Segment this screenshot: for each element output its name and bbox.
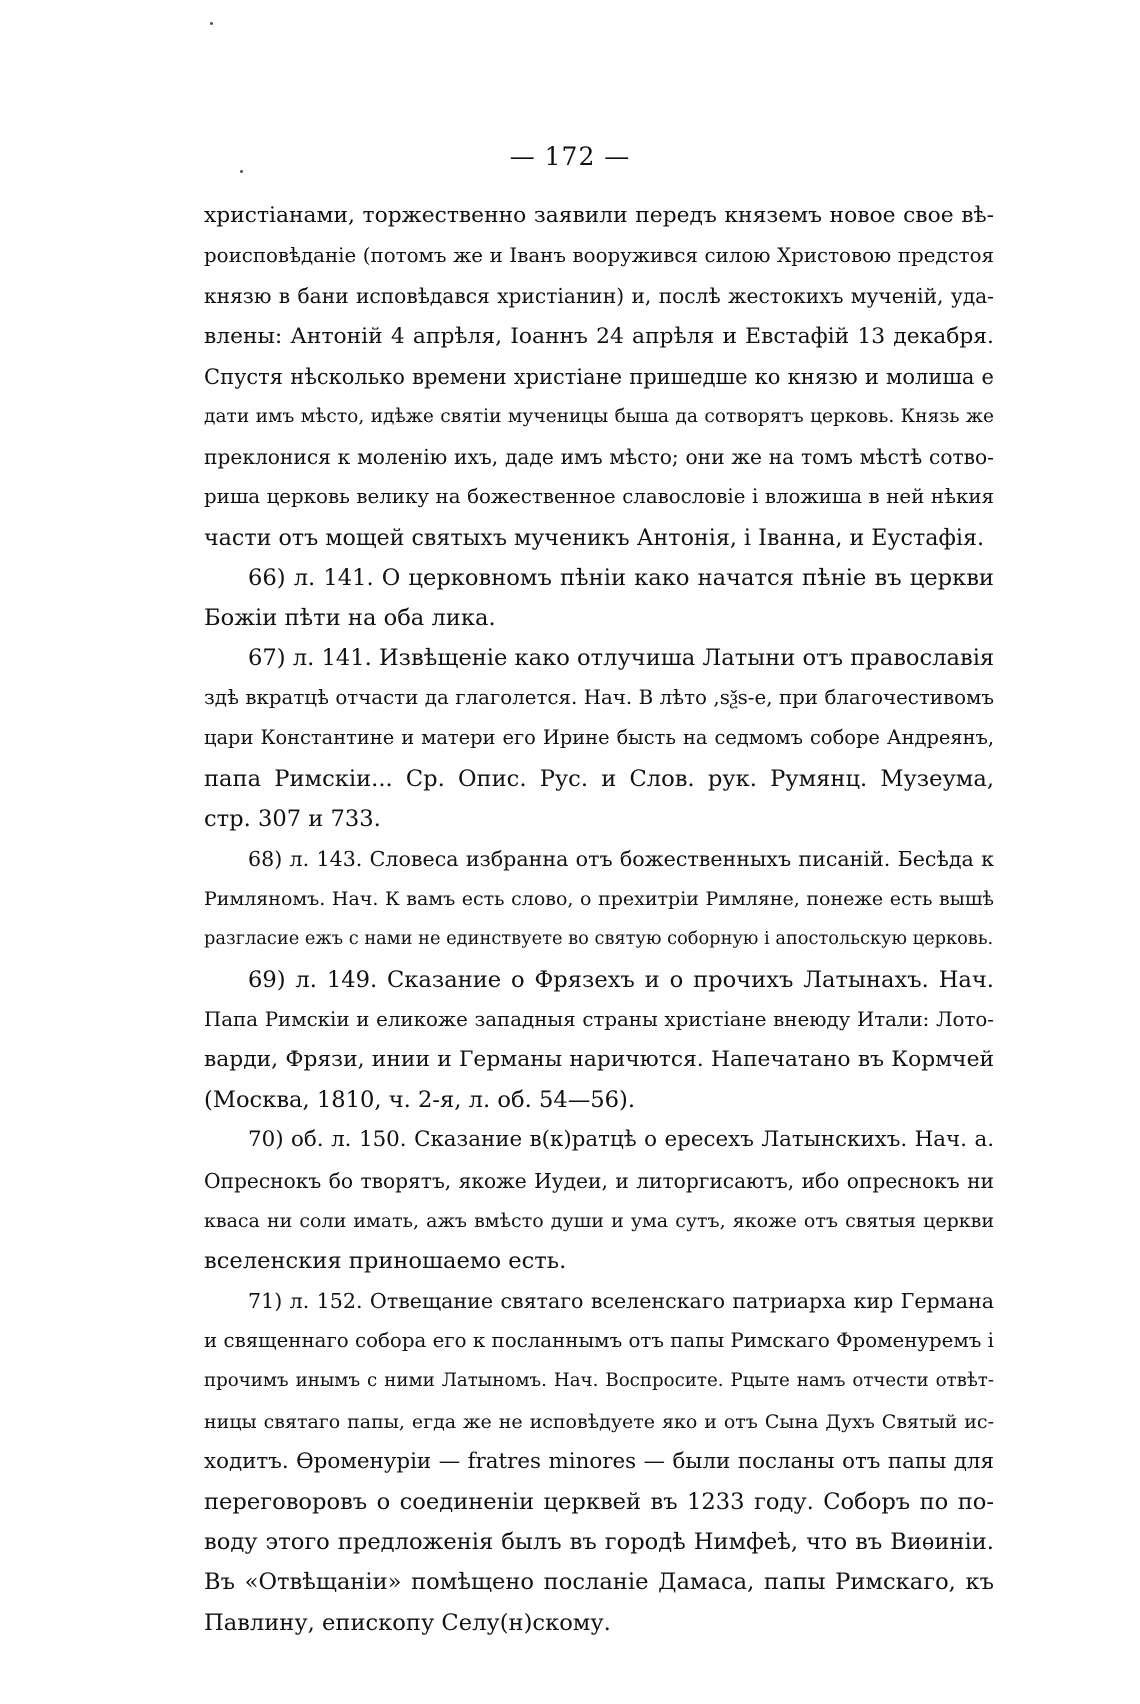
- entry-69-heading: 69) л. 149. Сказание о Фрязехъ и о прочихъ Латынахъ. Нач.: [248, 966, 994, 993]
- text-line: стр. 307 и 733.: [204, 805, 381, 832]
- text-line: воду этого предложенія былъ въ городѣ Нимфеѣ, что въ Виѳиніи.: [204, 1529, 994, 1556]
- text-line: варди, Фрязи, инии и Германы наричются. Напечатано въ Кормчей: [204, 1046, 994, 1072]
- text-line: Опреснокъ бо творятъ, якоже Иудеи, и литоргисаютъ, ибо опреснокъ ни: [204, 1168, 994, 1193]
- text-line: христіанами, торжественно заявили передъ княземъ новое свое вѣ-: [204, 203, 994, 228]
- text-line: кваса ни соли имать, ажъ вмѣсто души и ума сутъ, якоже отъ святыя церкви: [204, 1209, 994, 1232]
- text-line: и священнаго собора его к посланнымъ отъ папы Римскаго Фроменуремъ і: [204, 1329, 994, 1353]
- text-line: прочимъ инымъ с ними Латыномъ. Нач. Воспросите. Рцыте намъ отчести отвѣт-: [204, 1370, 994, 1392]
- text-line: Въ «Отвѣщаніи» помѣщено посланіе Дамаса, папы Римскаго, къ: [204, 1569, 994, 1596]
- text-line: папа Римскіи... Ср. Опис. Рус. и Слов. рук. Румянц. Музеума,: [204, 765, 994, 792]
- entry-67-heading: 67) л. 141. Извѣщеніе како отлучиша Латыни отъ православія: [248, 645, 994, 672]
- text-line: здѣ вкратцѣ отчасти да глаголется. Нач. В лѣто ,ѕѯѕ-е, при благочестивомъ: [204, 686, 994, 710]
- text-line: князю в бани исповѣдався христіанин) и, послѣ жестокихъ мученій, уда-: [204, 284, 994, 309]
- page-body-text: [204, 196, 994, 1643]
- text-line: роисповѣданіе (потомъ же и Іванъ вооружився силою Христовою предстоя: [204, 244, 994, 268]
- entry-68-heading: 68) л. 143. Словеса избранна отъ божественныхъ писаній. Бесѣда к: [248, 847, 994, 871]
- text-line: разгласие ежъ с нами не единствуете во святую соборную і апостольскую церковь.: [204, 928, 994, 950]
- text-line: Божіи пѣти на оба лика.: [204, 604, 496, 631]
- text-line: риша церковь велику на божественное славословіе і вложиша в ней нѣкия: [204, 485, 994, 509]
- text-line: (Москва, 1810, ч. 2-я, л. об. 54—56).: [204, 1087, 636, 1114]
- text-line: ходитъ. Ѳроменуріи — fratres minores — были посланы отъ папы для: [204, 1448, 994, 1474]
- page-number: — 172 —: [509, 142, 631, 171]
- text-line: части отъ мощей святыхъ мученикъ Антонія, і Іванна, и Еустафія.: [204, 524, 984, 551]
- text-line: дати имъ мѣсто, идѣже святіи мученицы быша да сотворятъ церковь. Князь же: [204, 405, 994, 427]
- text-line: Спустя нѣсколько времени христіане пришедше ко князю и молиша е: [204, 364, 994, 389]
- paper-speck: [210, 22, 213, 25]
- text-line: влены: Антоній 4 апрѣля, Іоаннъ 24 апрѣля и Евстафій 13 декабря.: [204, 323, 994, 349]
- entry-70-heading: 70) об. л. 150. Сказание в(к)ратцѣ о ересехъ Латынскихъ. Нач. а.: [248, 1127, 994, 1153]
- text-line: Римляномъ. Нач. К вамъ есть слово, о прехитріи Римляне, понеже есть вышѣ: [204, 888, 994, 911]
- text-line: цари Константине и матери его Ирине бысть на седмомъ соборе Андреянъ,: [204, 726, 994, 750]
- text-line: вселенския приношаемо есть.: [204, 1247, 567, 1274]
- entry-66-heading: 66) л. 141. О церковномъ пѣніи како начатся пѣніе въ церкви: [248, 564, 994, 591]
- text-line: ницы святаго папы, егда же не исповѣдуете яко и отъ Сына Духъ Святый ис-: [204, 1410, 994, 1433]
- text-line: преклонися к моленію ихъ, даде имъ мѣсто; они же на томъ мѣстѣ сотво-: [204, 445, 994, 470]
- text-line: переговоровъ о соединеніи церквей въ 1233 году. Соборъ по по-: [204, 1489, 994, 1515]
- text-line: Павлину, епископу Селу(н)скому.: [204, 1609, 611, 1636]
- text-line: Папа Римскіи и еликоже западныя страны христіане внеюду Итали: Лото-: [204, 1007, 994, 1031]
- entry-71-heading: 71) л. 152. Отвещание святаго вселенскаго патриарха кир Германа: [248, 1289, 994, 1314]
